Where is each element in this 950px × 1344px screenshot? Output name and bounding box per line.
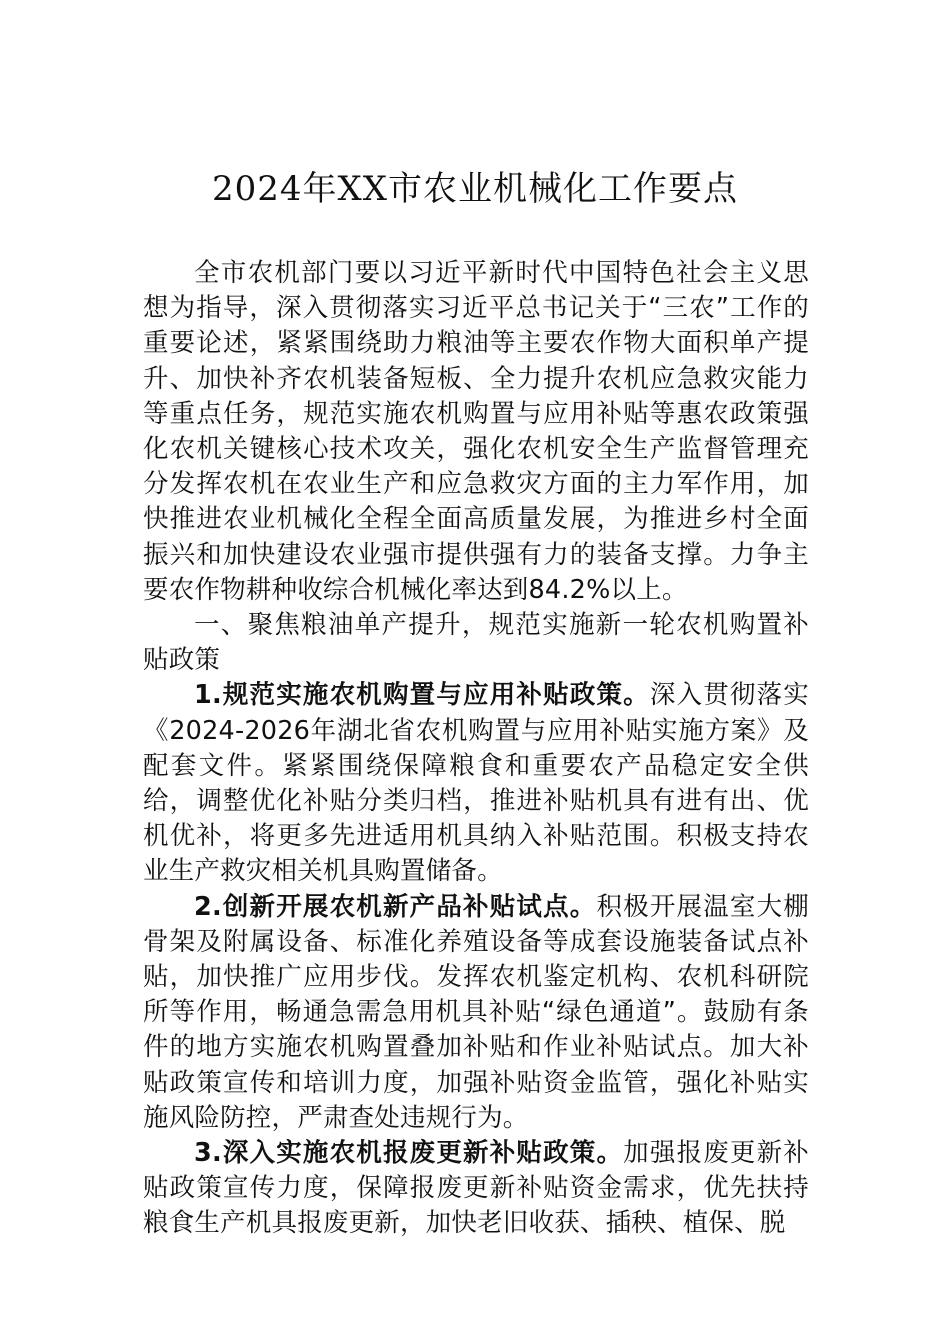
item-2-heading: 2.创新开展农机新产品补贴试点。 bbox=[194, 891, 597, 922]
item-3-paragraph bbox=[143, 1136, 809, 1242]
item-3-text: 加强报废更新补贴政策宣传力度，保障报废更新补贴资金需求，优先扶持粮食生产机具报废更新，加快老旧收获、插秧、植保、脱 bbox=[143, 1138, 809, 1239]
item-1-text: 深入贯彻落实《2024-2026年湖北省农机购置与应用补贴实施方案》及配套文件。紧紧围绕保障粮食和重要农产品稳定安全供给，调整优化补贴分类归档，推进补贴机具有进有出、优机优补，将更多先进适用机具纳入补贴范围。积极支持农业生产救灾相关机具购置储备。 bbox=[143, 680, 810, 887]
intro-paragraph: 全市农机部门要以习近平新时代中国特色社会主义思想为指导，深入贯彻落实习近平总书记关于“三农”工作的重要论述，紧紧围绕助力粮油等主要农作物大面积单产提升、加快补齐农机装备短板、全力提升农机应急救灾能力等重点任务，规范实施农机购置与应用补贴等惠农政策强化农机关键核心技术攻关，强化农机安全生产监督管理充分发挥农机在农业生产和应急救灾方面的主力军作用，加快推进农业机械化全程全面高质量发展，为推进乡村全面振兴和加快建设农业强市提供强有力的装备支撑。力争主要农作物耕种收综合机械化率达到84.2%以上。 bbox=[143, 258, 809, 605]
section-1-heading: 一、聚焦粮油单产提升，规范实施新一轮农机购置补贴政策 bbox=[143, 610, 809, 676]
item-1-heading: 1.规范实施农机购置与应用补贴政策。 bbox=[194, 680, 650, 711]
document-title: 2024年XX市农业机械化工作要点 bbox=[212, 169, 738, 209]
document-body bbox=[143, 256, 809, 1242]
item-3-heading: 3.深入实施农机报废更新补贴政策。 bbox=[194, 1138, 624, 1169]
item-1-paragraph bbox=[143, 678, 809, 889]
item-2-paragraph bbox=[143, 890, 809, 1136]
item-2-text: 积极开展温室大棚骨架及附属设备、标准化养殖设备等成套设施装备试点补贴，加快推广应用步伐。发挥农机鉴定机构、农机科研院所等作用，畅通急需急用机具补贴“绿色通道”。鼓励有条件的地方实施农机购置叠加补贴和作业补贴试点。加大补贴政策宣传和培训力度，加强补贴资金监管，强化补贴实施风险防控，严肃查处违规行为。 bbox=[143, 891, 809, 1133]
